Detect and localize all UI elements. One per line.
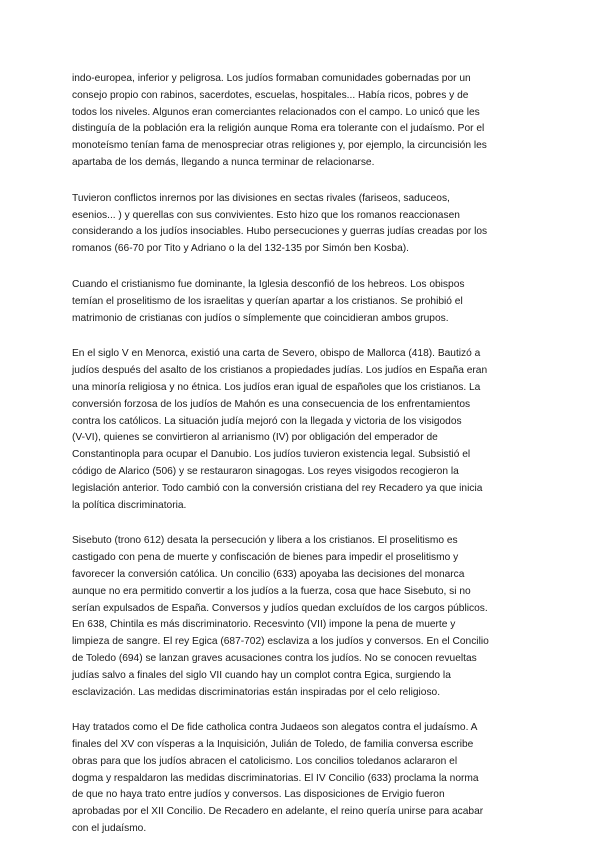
text-line: conversión forzosa de los judíos de Mahón es una consecuencia de los enfrentamientos <box>72 398 471 410</box>
text-line: Sisebuto (trono 612) desata la persecución y libera a los cristianos. El proselitismo es <box>72 535 458 547</box>
text-line: una minoría religiosa y no étnica. Los judíos eran igual de españoles que los cristianos. La <box>72 381 481 393</box>
text-line: la política discriminatoria. <box>72 499 187 511</box>
text-line: legislación anterior. Todo cambió con la conversión cristiana del rey Recadero ya que inicia <box>72 482 483 494</box>
text-line: obras para que los judíos abracen el catolicismo. Los concilios toledanos aclararon el <box>72 755 458 767</box>
text-line: aprobadas por el XII Concilio. De Recadero en adelante, el reino quería unirse para acabar <box>72 806 484 818</box>
text-line: dogma y respaldaron las medidas discriminatorias. El IV Concilio (633) proclama la norma <box>72 772 479 784</box>
text-line: contra los católicos. La situación judía mejoró con la llegada y victoria de los visigodos <box>72 415 462 427</box>
text-line: indo-europea, inferior y peligrosa. Los judíos formaban comunidades gobernadas por un <box>72 73 471 84</box>
text-line: castigado con pena de muerte y confiscación de bienes para impedir el proselitismo y <box>72 552 459 564</box>
paragraph-christianity <box>72 277 532 327</box>
text-line: todos los niveles. Algunos eran comerciantes relacionados con el campo. Lo unicó que les <box>72 106 480 118</box>
text-line: considerando a los judíos insociables. Hubo persecuciones y guerras judías creadas por los <box>72 226 488 238</box>
text-line: esenios... ) y querellas con sus convivientes. Esto hizo que los romanos reaccionasen <box>72 209 460 221</box>
text-line: apartaba de los demás, llegando a nunca terminar de relacionarse. <box>72 156 375 168</box>
body-text <box>72 71 532 857</box>
text-line: judías salvo a finales del siglo VII cuando hay un complot contra Egica, surgiendo la <box>72 669 451 681</box>
text-line: de Toledo (694) se lanzan graves acusaciones contra los judíos. No se conocen revueltas <box>72 652 477 664</box>
text-line: favorecer la conversión católica. Un concilio (633) apoyaba las decisiones del monarca <box>72 568 465 580</box>
paragraph-treatises <box>72 720 532 838</box>
text-line: de que no haya trato entre judíos y conversos. Las disposiciones de Ervigio fueron <box>72 789 445 801</box>
text-line: con el judaísmo. <box>72 823 147 835</box>
text-line: esclavización. Las medidas discriminatorias están inspiradas por el celo religioso. <box>72 686 441 698</box>
text-line: código de Alarico (506) y se restauraron sinagogas. Los reyes visigodos recogieron la <box>72 465 459 477</box>
text-line: Tuvieron conflictos inrernos por las divisiones en sectas rivales (fariseos, saduceos, <box>72 192 450 204</box>
text-line: limpieza de sangre. El rey Egica (687-702) esclaviza a los judíos y conversos. En el Concilio <box>72 636 489 648</box>
text-line: romanos (66-70 por Tito y Adriano o la del 132-135 por Simón ben Kosba). <box>72 243 409 255</box>
text-line: temían el proselitismo de los israelitas y querían apartar a los cristianos. Se prohibió el <box>72 295 463 307</box>
text-line: finales del XV con vísperas a la Inquisición, Julián de Toledo, de familia conversa escribe <box>72 739 474 751</box>
text-line: (V-VI), quienes se convirtieron al arrianismo (IV) por obligación del emperador de <box>72 432 438 444</box>
text-line: En 638, Chintila es más discriminatorio. Recesvinto (VII) impone la pena de muerte y <box>72 619 456 631</box>
text-line: Hay tratados como el De fide catholica contra Judaeos son alegatos contra el judaísmo. A <box>72 722 478 734</box>
text-line: distinguía de la población era la religión aunque Roma era tolerante con el judaísmo. Por el <box>72 123 485 135</box>
paragraph-sisebuto <box>72 533 532 701</box>
text-line: judíos después del asalto de los cristianos a propiedades judías. Los judíos en España eran <box>72 365 488 377</box>
text-line: aunque no era permitido convertir a los judíos a la fuerza, cosa que hace Sisebuto, si no <box>72 585 471 597</box>
text-line: Cuando el cristianismo fue dominante, la Iglesia desconfió de los hebreos. Los obispos <box>72 278 465 290</box>
text-line: consejo propio con rabinos, sacerdotes, escuelas, hospitales... Había ricos, pobres y de <box>72 89 469 101</box>
text-line: serían expulsados de España. Conversos y judíos quedan excluídos de los cargos públicos. <box>72 602 488 614</box>
paragraph-jewish-communities <box>72 71 532 172</box>
text-line: Constantinopla para ocupar el Danubio. Los judíos tuvieron existencia legal. Subsistió el <box>72 449 471 461</box>
text-line: monoteísmo tenían fama de menospreciar otras religiones y, por ejemplo, la circuncisión les <box>72 140 487 152</box>
paragraph-internal-conflicts <box>72 191 532 258</box>
text-line: matrimonio de cristianas con judíos o símplemente que coincidieran ambos grupos. <box>72 312 449 324</box>
paragraph-menorca <box>72 346 532 514</box>
text-line: En el siglo V en Menorca, existió una carta de Severo, obispo de Mallorca (418). Bautizó a <box>72 348 481 360</box>
